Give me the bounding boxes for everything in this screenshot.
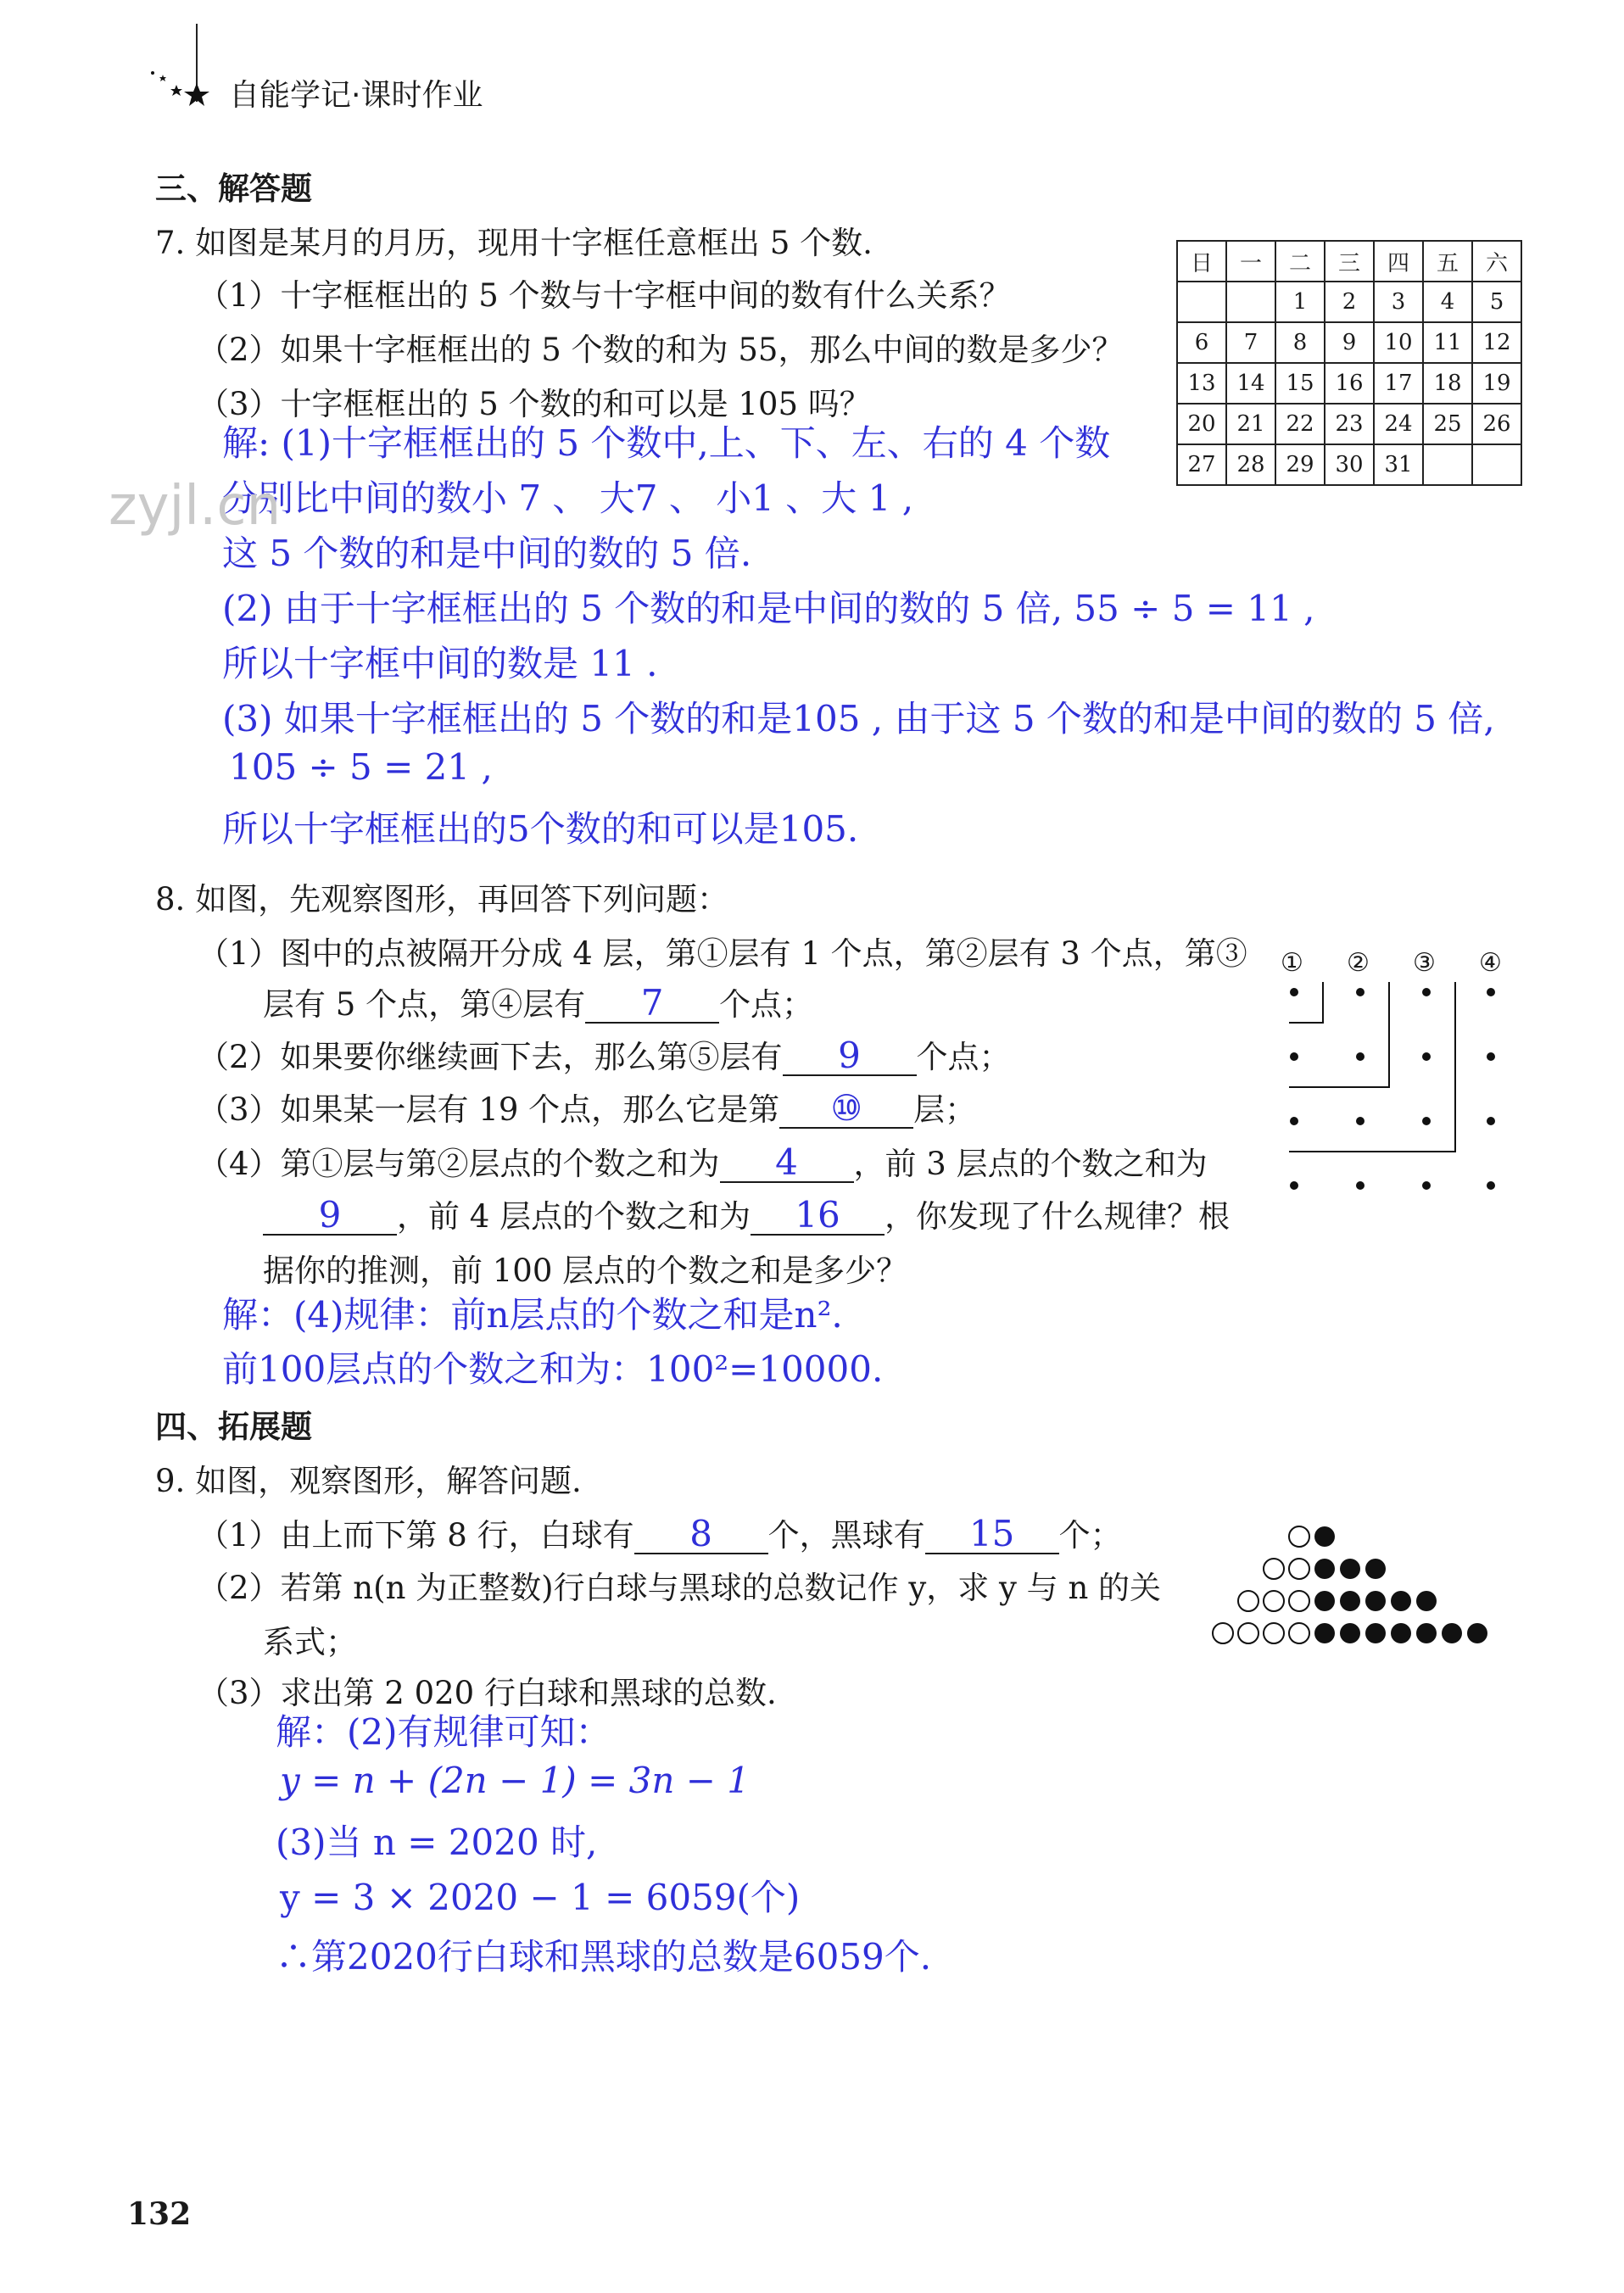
calendar-cell: 17 <box>1374 363 1423 404</box>
calendar-header-cell: 五 <box>1423 241 1472 282</box>
calendar-cell: 6 <box>1177 322 1226 363</box>
header-title: 自能学记·课时作业 <box>229 78 483 113</box>
calendar-cell: 15 <box>1275 363 1325 404</box>
calendar-cell: 27 <box>1177 444 1226 485</box>
calendar-cell <box>1472 444 1521 485</box>
q9-part2-line2: 系式； <box>263 1624 357 1660</box>
calendar-cell: 24 <box>1374 404 1423 444</box>
calendar-header-cell: 一 <box>1226 241 1275 282</box>
calendar-cell: 9 <box>1325 322 1374 363</box>
calendar-cell: 28 <box>1226 444 1275 485</box>
calendar-cell: 14 <box>1226 363 1275 404</box>
calendar-cell: 23 <box>1325 404 1374 444</box>
dots <box>1290 988 1495 1190</box>
calendar-header-row <box>1177 241 1521 282</box>
q8-stem: 8. 如图，先观察图形，再回答下列问题： <box>155 881 729 918</box>
q7-answer-line4: (2) 由于十字框框出的 5 个数的和是中间的数的 5 倍, 55 ÷ 5 = 11 , <box>222 588 1315 629</box>
calendar-cell: 13 <box>1177 363 1226 404</box>
calendar-cell: 11 <box>1423 322 1472 363</box>
q7-answer-line8: 所以十字框框出的5个数的和可以是105. <box>222 808 859 850</box>
calendar-header-cell: 二 <box>1275 241 1325 282</box>
q8-part2-text: （2）如果要你继续画下去，那么第⑤层有 <box>198 1039 783 1075</box>
q8-part4-line2 <box>263 1191 1230 1236</box>
calendar-cell: 19 <box>1472 363 1521 404</box>
calendar-header-cell: 六 <box>1472 241 1521 282</box>
calendar-row <box>1177 322 1521 363</box>
q9-part1-text-2: 个，黑球有 <box>767 1517 925 1554</box>
q7-answer-line1: 解: (1)十字框框出的 5 个数中,上、下、左、右的 4 个数 <box>222 422 1111 464</box>
q7-answer-line5: 所以十字框中间的数是 11 . <box>222 643 658 684</box>
calendar-row <box>1177 444 1521 485</box>
calendar-header-cell: 四 <box>1374 241 1423 282</box>
calendar-cell: 30 <box>1325 444 1374 485</box>
layer-label: ① <box>1281 948 1303 978</box>
page-number: 132 <box>127 2196 192 2232</box>
calendar-cell: 18 <box>1423 363 1472 404</box>
calendar-table <box>1176 240 1522 486</box>
layer-label: ② <box>1347 948 1370 978</box>
q9-stem: 9. 如图，观察图形，解答问题. <box>155 1463 582 1499</box>
calendar-cell: 31 <box>1374 444 1423 485</box>
dot-layers-figure <box>1272 948 1526 1202</box>
q9-answer-line4: y = 3 × 2020 − 1 = 6059(个) <box>280 1877 801 1918</box>
q8-part3-answer[interactable]: ⑩ <box>779 1090 913 1129</box>
q7-answer-line6: (3) 如果十字框框出的 5 个数的和是105 , 由于这 5 个数的和是中间的数的 5 倍, <box>222 698 1495 739</box>
q9-answer-line1: 解：(2)有规律可知： <box>276 1711 611 1753</box>
calendar-cell: 1 <box>1275 282 1325 322</box>
q7-stem: 7. 如图是某月的月历，现用十字框任意框出 5 个数. <box>155 225 873 261</box>
q9-part1 <box>198 1509 1122 1555</box>
calendar-row <box>1177 282 1521 322</box>
calendar-row <box>1177 404 1521 444</box>
q8-part2-answer[interactable]: 9 <box>783 1037 917 1076</box>
q8-part4-text-3: ，前 4 层点的个数之和为 <box>397 1198 751 1235</box>
section-4-title: 四、拓展题 <box>155 1409 312 1445</box>
calendar-cell <box>1423 444 1472 485</box>
calendar-cell: 25 <box>1423 404 1472 444</box>
q9-part1-text: （1）由上而下第 8 行，白球有 <box>198 1517 634 1554</box>
q8-part3-suffix: 层； <box>913 1091 977 1128</box>
balls-figure <box>1204 1518 1510 1654</box>
calendar-cell: 29 <box>1275 444 1325 485</box>
calendar-cell: 8 <box>1275 322 1325 363</box>
q8-part1-line2 <box>263 979 813 1024</box>
layer-label: ④ <box>1479 948 1502 978</box>
black-balls <box>1314 1526 1487 1643</box>
q8-part2 <box>198 1031 1011 1077</box>
layer-label: ③ <box>1413 948 1436 978</box>
calendar-cell: 5 <box>1472 282 1521 322</box>
calendar-cell: 7 <box>1226 322 1275 363</box>
calendar-cell: 12 <box>1472 322 1521 363</box>
q7-part1: （1）十字框框出的 5 个数与十字框中间的数有什么关系？ <box>198 277 1011 314</box>
q8-part4-line3: 据你的推测，前 100 层点的个数之和是多少？ <box>263 1253 908 1289</box>
calendar-row <box>1177 363 1521 404</box>
q8-part1-line1: （1）图中的点被隔开分成 4 层，第①层有 1 个点，第②层有 3 个点，第③ <box>198 935 1247 972</box>
q8-part3 <box>198 1084 976 1130</box>
q9-part2-line1: （2）若第 n(n 为正整数)行白球与黑球的总数记作 y，求 y 与 n 的关 <box>198 1570 1162 1606</box>
calendar-header-cell: 三 <box>1325 241 1374 282</box>
q8-part4-answer-2[interactable]: 9 <box>263 1197 397 1236</box>
q9-part1-answer-2[interactable]: 15 <box>925 1515 1059 1554</box>
q8-part4-text-4: ，你发现了什么规律？根 <box>885 1198 1231 1235</box>
white-balls <box>1213 1526 1309 1643</box>
watermark: zyjl.cn <box>109 475 282 538</box>
q8-part2-suffix: 个点； <box>916 1039 1011 1075</box>
q8-part3-text: （3）如果某一层有 19 个点，那么它是第 <box>198 1091 780 1128</box>
q9-answer-line2: y = n + (2n − 1) = 3n − 1 <box>280 1760 750 1801</box>
calendar-cell <box>1177 282 1226 322</box>
q8-part1-text: 层有 5 个点，第④层有 <box>263 986 586 1023</box>
q8-part1-answer[interactable]: 7 <box>585 985 719 1024</box>
calendar-cell: 2 <box>1325 282 1374 322</box>
calendar-cell: 16 <box>1325 363 1374 404</box>
q7-part2: （2）如果十字框框出的 5 个数的和为 55，那么中间的数是多少？ <box>198 332 1124 368</box>
q7-part3: （3）十字框框出的 5 个数的和可以是 105 吗？ <box>198 386 871 422</box>
layer-separators <box>1289 982 1455 1152</box>
q8-part1-suffix: 个点； <box>719 986 814 1023</box>
q8-part4-text: （4）第①层与第②层点的个数之和为 <box>198 1146 720 1182</box>
calendar-cell <box>1226 282 1275 322</box>
q8-part4-text-2: ，前 3 层点的个数之和为 <box>853 1146 1208 1182</box>
calendar-cell: 26 <box>1472 404 1521 444</box>
q9-answer-line3: (3)当 n = 2020 时, <box>276 1822 598 1863</box>
calendar-cell: 21 <box>1226 404 1275 444</box>
calendar-cell: 4 <box>1423 282 1472 322</box>
q9-answer-line5: ∴第2020行白球和黑球的总数是6059个. <box>276 1936 932 1978</box>
q8-answer-line1: 解：(4)规律：前n层点的个数之和是n². <box>222 1294 843 1336</box>
calendar-header-cell: 日 <box>1177 241 1226 282</box>
q7-answer-line7: 105 ÷ 5 = 21 , <box>229 746 493 788</box>
q8-part4-line1 <box>198 1138 1208 1184</box>
q8-part4-answer-3[interactable]: 16 <box>751 1197 885 1236</box>
section-3-title: 三、解答题 <box>155 170 312 207</box>
q7-answer-line2: 分别比中间的数小 7 、 大7 、 小1 、大 1 , <box>222 477 914 519</box>
star-decoration-icon <box>144 24 220 109</box>
calendar-cell: 20 <box>1177 404 1226 444</box>
q8-answer-line2: 前100层点的个数之和为：100²=10000. <box>222 1348 884 1390</box>
q9-part1-answer-1[interactable]: 8 <box>634 1515 768 1554</box>
q7-answer-line3: 这 5 个数的和是中间的数的 5 倍. <box>222 533 752 574</box>
dot-layers-graphic <box>1272 982 1526 1202</box>
q8-part4-answer-1[interactable]: 4 <box>720 1144 854 1183</box>
calendar-cell: 3 <box>1374 282 1423 322</box>
q9-part3: （3）求出第 2 020 行白球和黑球的总数. <box>198 1675 777 1711</box>
q9-part1-suffix: 个； <box>1058 1517 1122 1554</box>
calendar-cell: 22 <box>1275 404 1325 444</box>
calendar-cell: 10 <box>1374 322 1423 363</box>
